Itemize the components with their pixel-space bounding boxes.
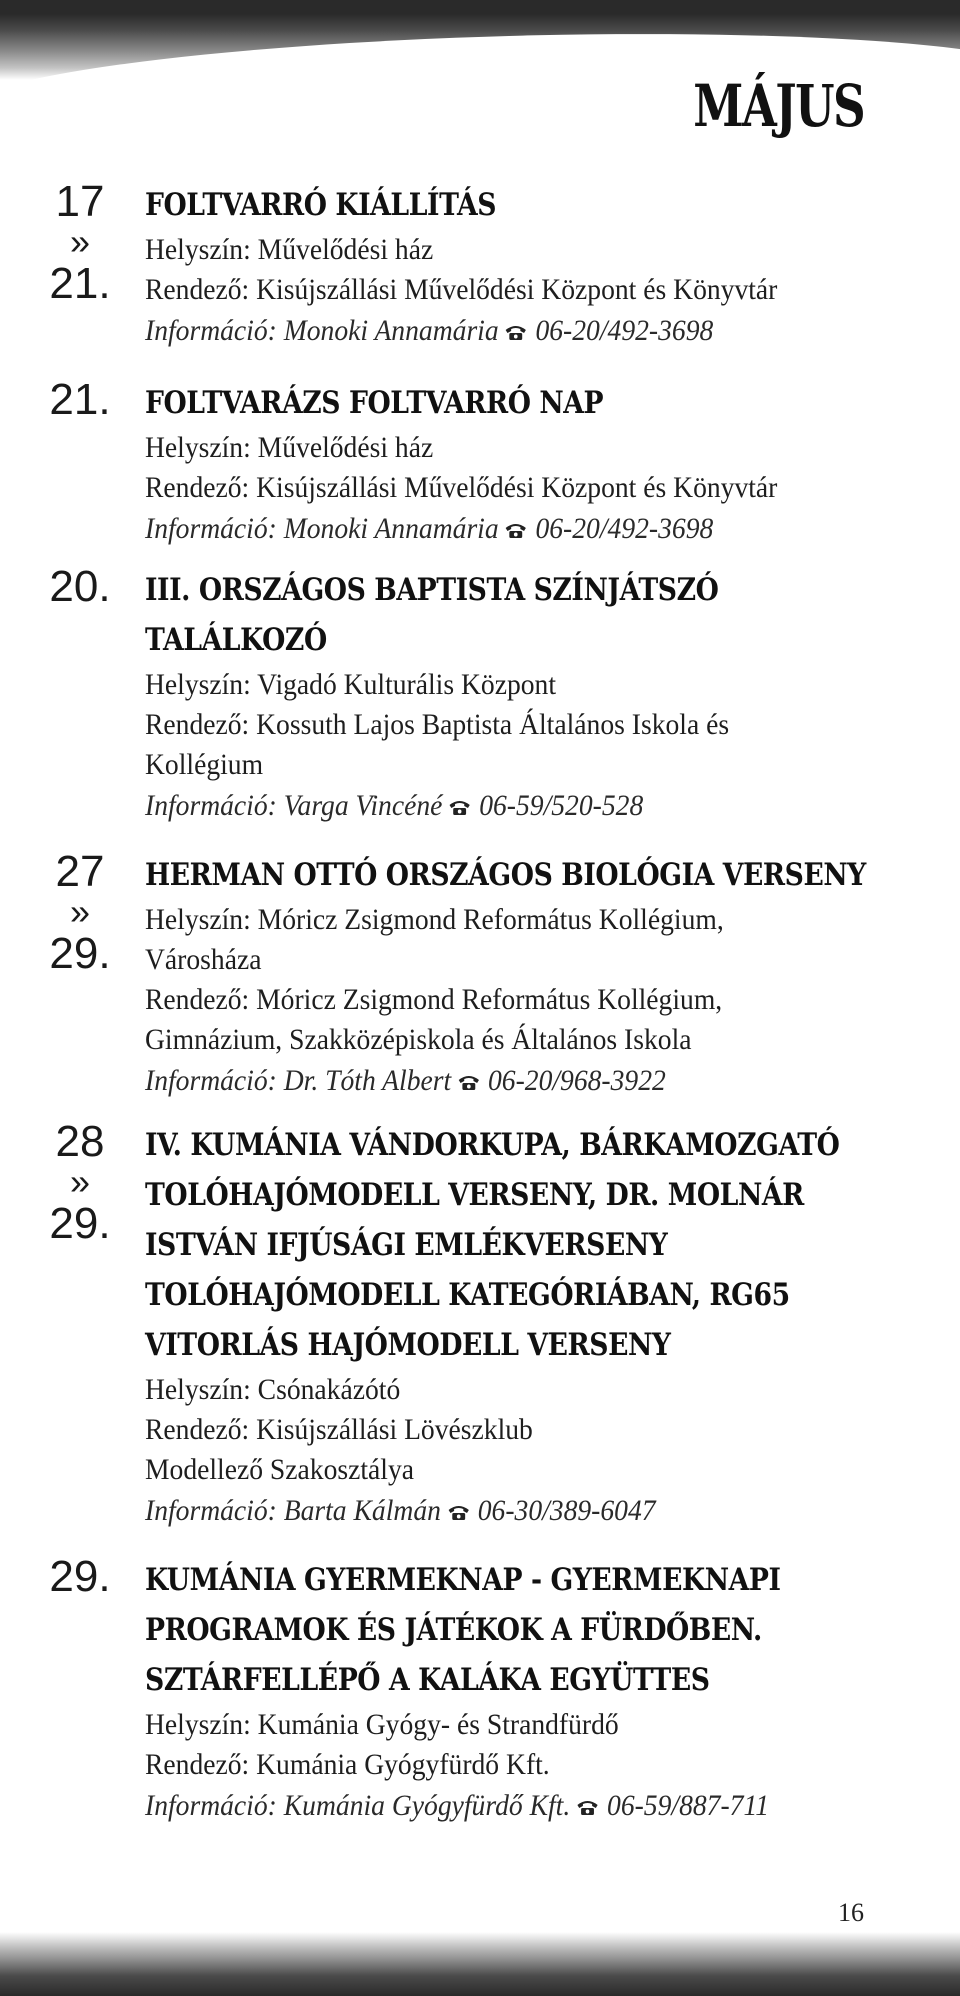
event-title: VITORLÁS HAJÓMODELL VERSENY <box>145 1327 671 1363</box>
telephone-icon <box>504 509 528 526</box>
event-date-start: 27 <box>55 847 105 896</box>
event-date-separator: » <box>69 1161 91 1202</box>
event-date-end: 29. <box>49 929 111 978</box>
event-contact <box>145 1060 863 1102</box>
event-date-start: 21. <box>49 375 111 424</box>
event-title: KUMÁNIA GYERMEKNAP - GYERMEKNAPI <box>145 1562 781 1598</box>
event-contact-name: Információ: Monoki Annamária <box>145 314 499 347</box>
event-contact <box>145 785 863 827</box>
event-contact-phone: 06-20/492-3698 <box>535 314 714 347</box>
event-title: III. ORSZÁGOS BAPTISTA SZÍNJÁTSZÓ <box>145 572 719 608</box>
event-details <box>145 180 925 352</box>
event-contact-name: Információ: Varga Vincéné <box>145 789 443 822</box>
event-details <box>145 1555 925 1827</box>
event-title: SZTÁRFELLÉPŐ A KALÁKA EGYÜTTES <box>145 1662 710 1698</box>
telephone-icon <box>448 786 472 803</box>
event-details <box>145 850 925 1102</box>
event-contact <box>145 1785 863 1827</box>
event-organizer: Rendező: Kisújszállási Művelődési Központ és Könyvtár <box>145 273 778 306</box>
event-title: IV. KUMÁNIA VÁNDORKUPA, BÁRKAMOZGATÓ <box>145 1127 840 1163</box>
event-title: FOLTVARÁZS FOLTVARRÓ NAP <box>145 385 604 421</box>
event-date-separator: » <box>69 891 91 932</box>
event-title: TOLÓHAJÓMODELL KATEGÓRIÁBAN, RG65 <box>145 1277 790 1313</box>
event-organizer: Rendező: Kossuth Lajos Baptista Általános Iskola és <box>145 708 730 741</box>
event-title: HERMAN OTTÓ ORSZÁGOS BIOLÓGIA VERSENY <box>145 857 866 893</box>
event-location: Helyszín: Művelődési ház <box>145 233 434 266</box>
event-date-end: 29. <box>49 1199 111 1248</box>
event-title: FOLTVARRÓ KIÁLLÍTÁS <box>145 187 497 223</box>
event-details <box>145 1120 925 1532</box>
event-title: ISTVÁN IFJÚSÁGI EMLÉKVERSENY <box>145 1227 668 1263</box>
event-date-start: 17 <box>55 177 105 226</box>
event-organizer: Rendező: Kumánia Gyógyfürdő Kft. <box>145 1748 550 1781</box>
event-organizer: Gimnázium, Szakközépiskola és Általános Iskola <box>145 1023 692 1056</box>
event-location: Helyszín: Csónakázótó <box>145 1373 401 1406</box>
event-date-start: 28 <box>55 1117 105 1166</box>
month-title: MÁJUS <box>693 72 864 140</box>
event-date <box>40 375 120 424</box>
event-organizer: Rendező: Kisújszállási Művelődési Központ és Könyvtár <box>145 471 778 504</box>
event-title: PROGRAMOK ÉS JÁTÉKOK A FÜRDŐBEN. <box>145 1612 762 1648</box>
event-date <box>40 1552 120 1601</box>
event-contact-phone: 06-20/492-3698 <box>535 512 714 545</box>
event-date <box>40 1117 120 1248</box>
event-location: Városháza <box>145 943 262 976</box>
event-contact-name: Információ: Monoki Annamária <box>145 512 499 545</box>
event-date-end: 21. <box>49 259 111 308</box>
event-contact <box>145 1490 863 1532</box>
event-contact-phone: 06-59/520-528 <box>479 789 644 822</box>
event-location: Helyszín: Móricz Zsigmond Református Kollégium, <box>145 903 724 936</box>
event-contact-name: Információ: Barta Kálmán <box>145 1494 441 1527</box>
event-organizer: Rendező: Móricz Zsigmond Református Kollégium, <box>145 983 723 1016</box>
event-contact-phone: 06-59/887-711 <box>607 1789 770 1822</box>
event-title: TOLÓHAJÓMODELL VERSENY, DR. MOLNÁR <box>145 1177 804 1213</box>
telephone-icon <box>457 1061 481 1078</box>
event-title: TALÁLKOZÓ <box>145 622 327 658</box>
event-date <box>40 562 120 611</box>
event-location: Helyszín: Kumánia Gyógy- és Strandfürdő <box>145 1708 619 1741</box>
event-date-start: 20. <box>49 562 111 611</box>
event-details <box>145 565 925 827</box>
telephone-icon <box>504 311 528 328</box>
event-contact-name: Információ: Dr. Tóth Albert <box>145 1064 452 1097</box>
event-date <box>40 177 120 308</box>
event-contact-phone: 06-30/389-6047 <box>477 1494 656 1527</box>
bottom-decorative-band <box>0 1932 960 1996</box>
event-date <box>40 847 120 978</box>
event-contact-phone: 06-20/968-3922 <box>487 1064 666 1097</box>
event-contact <box>145 310 863 352</box>
event-contact <box>145 508 863 550</box>
page-number: 16 <box>838 1898 864 1927</box>
event-organizer: Kollégium <box>145 748 264 781</box>
event-details <box>145 378 925 550</box>
event-organizer: Rendező: Kisújszállási Lövészklub <box>145 1413 533 1446</box>
event-location: Helyszín: Vigadó Kulturális Központ <box>145 668 557 701</box>
event-organizer: Modellező Szakosztálya <box>145 1453 415 1486</box>
telephone-icon <box>576 1786 600 1803</box>
event-date-start: 29. <box>49 1552 111 1601</box>
event-date-separator: » <box>69 221 91 262</box>
telephone-icon <box>446 1491 470 1508</box>
event-contact-name: Információ: Kumánia Gyógyfürdő Kft. <box>145 1789 571 1822</box>
event-location: Helyszín: Művelődési ház <box>145 431 434 464</box>
